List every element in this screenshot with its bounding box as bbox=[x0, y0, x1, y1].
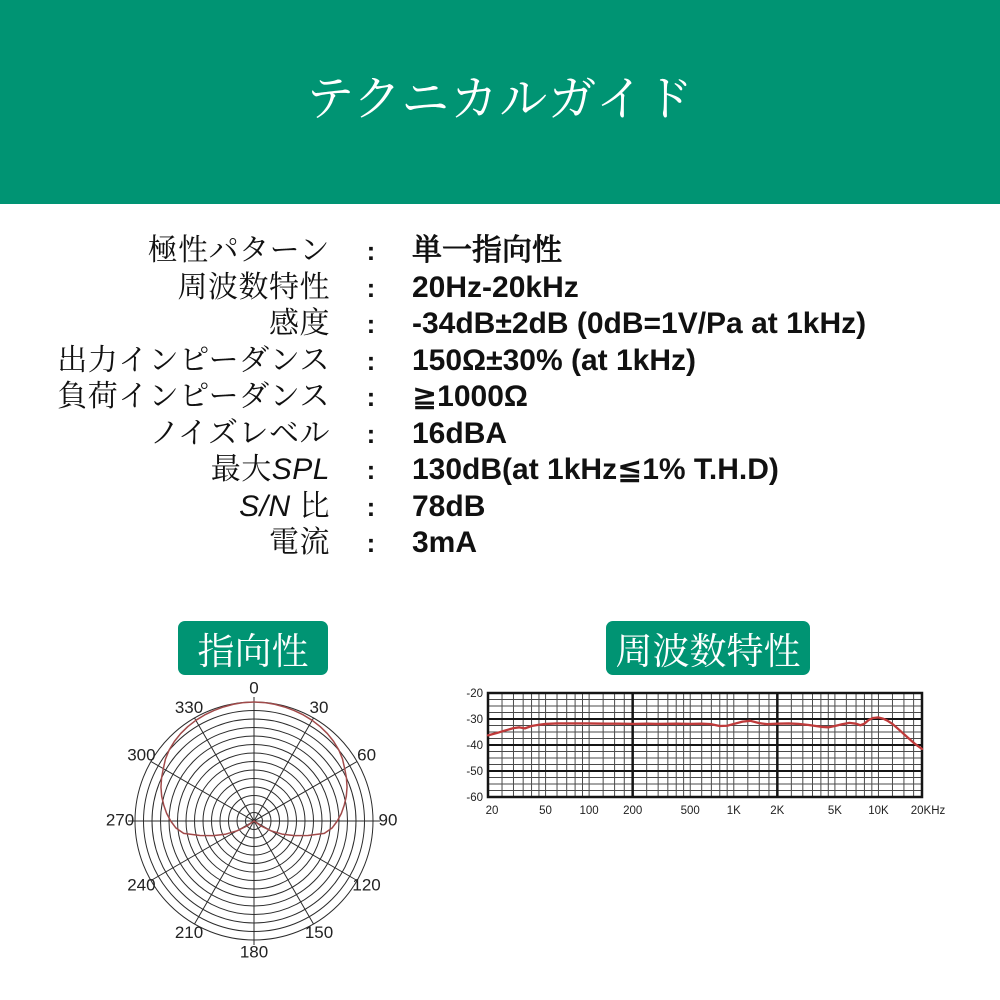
svg-text:-50: -50 bbox=[466, 766, 483, 778]
spec-row bbox=[0, 416, 1000, 453]
spec-table bbox=[0, 233, 1000, 562]
svg-text:0: 0 bbox=[249, 678, 259, 698]
spec-separator: : bbox=[366, 272, 376, 303]
spec-value: 150Ω±30% (at 1kHz) bbox=[412, 343, 696, 377]
svg-text:150: 150 bbox=[304, 923, 334, 943]
svg-text:10K: 10K bbox=[868, 805, 889, 817]
spec-row bbox=[0, 343, 1000, 380]
spec-label: 感度 bbox=[269, 307, 330, 340]
spec-row bbox=[0, 306, 1000, 343]
polar-chart-title-badge: 指向性 bbox=[178, 621, 328, 675]
svg-text:100: 100 bbox=[579, 805, 599, 817]
spec-row bbox=[0, 379, 1000, 416]
spec-value: 16dBA bbox=[412, 416, 508, 450]
svg-text:300: 300 bbox=[127, 745, 156, 765]
svg-text:240: 240 bbox=[127, 875, 156, 895]
spec-row bbox=[0, 489, 1000, 526]
spec-separator: : bbox=[366, 455, 376, 485]
freq-grid-major bbox=[488, 693, 922, 797]
svg-text:5K: 5K bbox=[827, 805, 842, 817]
svg-text:200: 200 bbox=[623, 805, 643, 817]
header-banner bbox=[0, 0, 1000, 204]
spec-value: -34dB±2dB (0dB=1V/Pa at 1kHz) bbox=[412, 307, 867, 340]
spec-separator: : bbox=[366, 418, 376, 449]
spec-value: 130dB(at 1kHz≦1% T.H.D) bbox=[412, 453, 779, 486]
svg-text:500: 500 bbox=[680, 805, 700, 817]
spec-label: 周波数特性 bbox=[177, 270, 330, 304]
spec-label: ノイズレベル bbox=[150, 416, 330, 450]
spec-value: 20Hz-20kHz bbox=[412, 270, 579, 304]
svg-text:20KHz: 20KHz bbox=[910, 805, 946, 817]
spec-row bbox=[0, 452, 1000, 489]
svg-text:180: 180 bbox=[239, 942, 269, 962]
svg-text:-30: -30 bbox=[466, 714, 483, 726]
freq-y-axis-labels bbox=[466, 688, 483, 804]
frequency-response-chart bbox=[450, 680, 1000, 825]
spec-separator: : bbox=[366, 528, 376, 558]
svg-text:-60: -60 bbox=[466, 792, 483, 804]
spec-label: 最大SPL bbox=[210, 453, 330, 486]
spec-separator: : bbox=[366, 309, 376, 339]
spec-row bbox=[0, 525, 1000, 562]
polar-pattern-chart bbox=[100, 678, 420, 978]
freq-x-axis-labels bbox=[486, 805, 946, 817]
spec-label: 出力インピーダンス bbox=[57, 343, 330, 377]
svg-text:-20: -20 bbox=[466, 688, 483, 700]
spec-label: 電流 bbox=[269, 526, 330, 559]
spec-value: 単一指向性 bbox=[412, 234, 562, 267]
spec-value: ≧1000Ω bbox=[412, 380, 528, 413]
spec-label: 極性パターン bbox=[147, 234, 330, 267]
svg-text:50: 50 bbox=[539, 805, 552, 817]
svg-text:210: 210 bbox=[174, 923, 204, 943]
svg-text:90: 90 bbox=[378, 810, 398, 830]
freq-chart-title-badge: 周波数特性 bbox=[606, 621, 810, 675]
svg-text:30: 30 bbox=[309, 697, 329, 717]
spec-value: 78dB bbox=[412, 489, 486, 523]
spec-separator: : bbox=[366, 491, 376, 522]
svg-text:20: 20 bbox=[485, 805, 499, 817]
spec-separator: : bbox=[366, 236, 376, 266]
spec-separator: : bbox=[366, 345, 376, 376]
svg-text:1K: 1K bbox=[726, 805, 741, 817]
svg-text:330: 330 bbox=[174, 697, 204, 717]
spec-value: 3mA bbox=[412, 526, 478, 559]
svg-text:270: 270 bbox=[105, 810, 135, 830]
svg-text:60: 60 bbox=[357, 745, 377, 765]
spec-label: S/N 比 bbox=[239, 489, 330, 523]
spec-separator: : bbox=[366, 382, 376, 412]
svg-text:-40: -40 bbox=[466, 740, 483, 752]
spec-row bbox=[0, 233, 1000, 270]
spec-label: 負荷インピーダンス bbox=[57, 380, 330, 413]
page-title: テクニカルガイド bbox=[306, 72, 694, 126]
svg-text:2K: 2K bbox=[770, 805, 785, 817]
spec-row bbox=[0, 270, 1000, 307]
svg-text:120: 120 bbox=[352, 875, 381, 895]
